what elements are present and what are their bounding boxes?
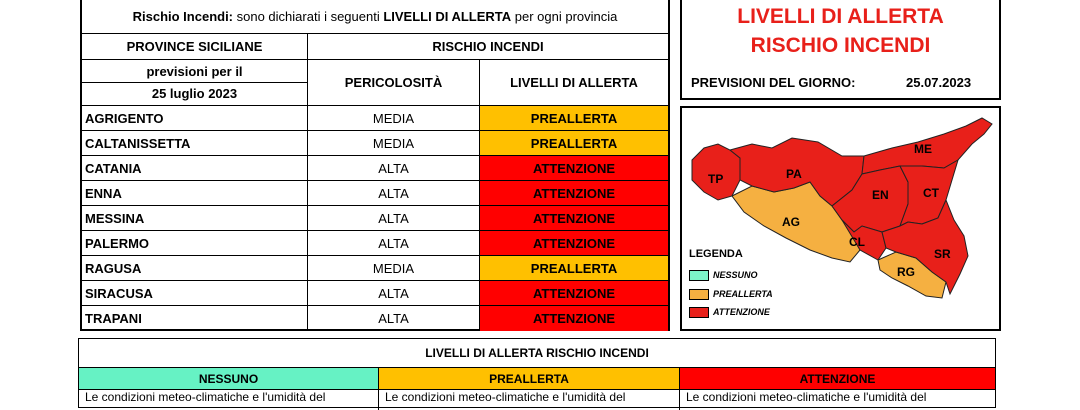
forecast-header — [82, 60, 308, 106]
alert-table — [80, 0, 670, 331]
province-name: AGRIGENTO — [82, 106, 308, 131]
label-me: ME — [914, 142, 932, 156]
legend-swatch-preallerta — [689, 289, 709, 300]
danger-value: ALTA — [308, 306, 480, 331]
danger-value: ALTA — [308, 231, 480, 256]
label-tp: TP — [708, 172, 724, 186]
label-sr: SR — [934, 247, 951, 261]
map-panel — [680, 0, 1001, 331]
col-province-header: PROVINCE SICILIANE — [82, 34, 308, 60]
levels-table-title: LIVELLI DI ALLERTA RISCHIO INCENDI — [79, 339, 995, 368]
map-box — [680, 106, 1001, 331]
intro-tail: per ogni provincia — [511, 9, 618, 24]
alert-level-badge: ATTENZIONE — [480, 156, 668, 181]
col-pericolosita-header: PERICOLOSITÀ — [308, 60, 480, 106]
intro-bold: Rischio Incendi: — [132, 9, 234, 24]
alert-level-badge: PREALLERTA — [480, 106, 668, 131]
province-name: CATANIA — [82, 156, 308, 181]
col-rischio-header: RISCHIO INCENDI — [308, 34, 668, 60]
label-rg: RG — [897, 265, 915, 279]
panel-title-line1: LIVELLI DI ALLERTA — [737, 5, 944, 28]
col-livelli-header: LIVELLI DI ALLERTA — [480, 60, 668, 106]
legend-swatch-nessuno — [689, 270, 709, 281]
danger-value: ALTA — [308, 181, 480, 206]
level-description-attenzione: Le condizioni meteo-climatiche e l'umidità del — [686, 390, 927, 404]
level-description-preallerta: Le condizioni meteo-climatiche e l'umidità del — [379, 390, 680, 410]
alert-level-badge: ATTENZIONE — [480, 206, 668, 231]
province-name: SIRACUSA — [82, 281, 308, 306]
level-header-preallerta: PREALLERTA — [379, 368, 680, 390]
legend-label-nessuno: NESSUNO — [713, 270, 758, 280]
legend-title: LEGENDA — [689, 248, 743, 260]
province-name: TRAPANI — [82, 306, 308, 331]
forecast-line1: previsioni per il — [82, 64, 307, 83]
danger-value: ALTA — [308, 281, 480, 306]
label-en: EN — [872, 188, 889, 202]
intro-row — [82, 0, 668, 34]
forecast-date: 25.07.2023 — [906, 75, 972, 90]
intro-text: sono dichiarati i seguenti — [233, 9, 384, 24]
alert-level-badge: ATTENZIONE — [480, 281, 668, 306]
province-name: RAGUSA — [82, 256, 308, 281]
danger-value: MEDIA — [308, 256, 480, 281]
danger-value: MEDIA — [308, 131, 480, 156]
alert-level-badge: ATTENZIONE — [480, 231, 668, 256]
legend-swatch-attenzione — [689, 307, 709, 318]
danger-value: ALTA — [308, 156, 480, 181]
legend-label-preallerta: PREALLERTA — [713, 289, 773, 299]
label-cl: CL — [849, 235, 865, 249]
legend-label-attenzione: ATTENZIONE — [713, 307, 770, 317]
alert-level-badge: PREALLERTA — [480, 256, 668, 281]
level-header-nessuno: NESSUNO — [79, 368, 379, 390]
forecast-line2: 25 luglio 2023 — [151, 86, 238, 101]
forecast-label: PREVISIONI DEL GIORNO: — [691, 75, 856, 90]
panel-title-line2: RISCHIO INCENDI — [750, 34, 931, 57]
level-header-attenzione: ATTENZIONE — [680, 368, 995, 390]
province-name: PALERMO — [82, 231, 308, 256]
panel-title-box — [680, 0, 1001, 100]
danger-value: ALTA — [308, 206, 480, 231]
levels-description-table — [78, 338, 996, 408]
label-pa: PA — [786, 167, 802, 181]
province-name: CALTANISSETTA — [82, 131, 308, 156]
label-ag: AG — [782, 215, 800, 229]
danger-value: MEDIA — [308, 106, 480, 131]
alert-level-badge: PREALLERTA — [480, 131, 668, 156]
alert-level-badge: ATTENZIONE — [480, 306, 668, 331]
intro-bold2: LIVELLI DI ALLERTA — [383, 9, 512, 24]
alert-level-badge: ATTENZIONE — [480, 181, 668, 206]
level-description-nessuno: Le condizioni meteo-climatiche e l'umidità del — [79, 390, 379, 410]
province-name: MESSINA — [82, 206, 308, 231]
province-name: ENNA — [82, 181, 308, 206]
label-ct: CT — [923, 186, 939, 200]
